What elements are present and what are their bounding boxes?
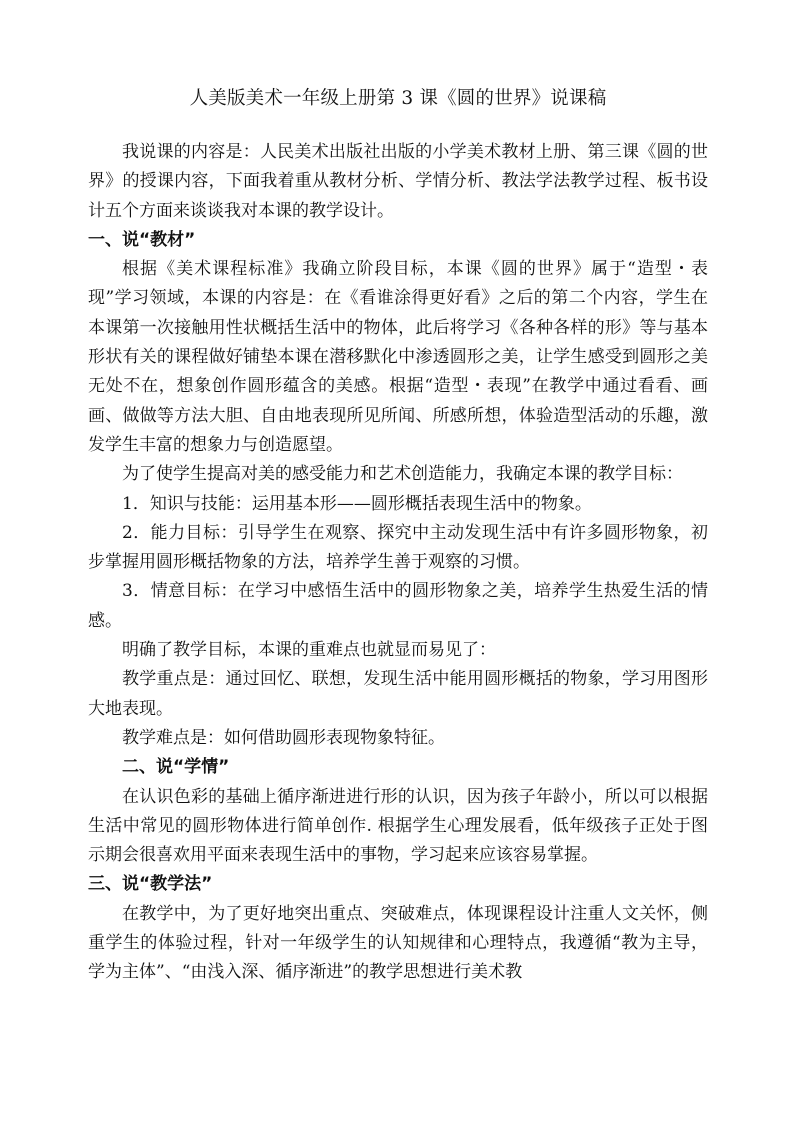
methods-paragraph: 在教学中，为了更好地突出重点、突破难点，体现课程设计注重人文关怀，侧重学生的体验过程，针对一年级学生的认知规律和心理特点，我遵循“教为主导，学为主体”、“由浅入深、循序渐进”的教学思想进行美术教: [88, 903, 708, 983]
goals-intro-paragraph: 为了使学生提高对美的感受能力和艺术创造能力，我确定本课的教学目标：: [122, 464, 683, 485]
key-point-paragraph: 教学重点是：通过回忆、联想，发现生活中能用圆形概括的物象，学习用图形大地表现。: [88, 669, 708, 719]
goal-item: 1．知识与技能：运用基本形——圆形概括表现生活中的物象。: [122, 493, 592, 514]
document-title: 人美版美术一年级上册第 3 课《圆的世界》说课稿: [189, 88, 607, 109]
textbook-paragraph: 根据《美术课程标准》我确立阶段目标，本课《圆的世界》属于“造型・表现”学习领域，本课的内容是：在《看谁涂得更好看》之后的第二个内容，学生在本课第一次接触用性状概括生活中的物体，此后将学习《各种各样的形》等与基本形状有关的课程做好铺垫本课在潜移默化中渗透圆形之美，让学生感受到圆形之美无处不在，想象创作圆形蕴含的美感。根据“造型・表现”在教学中通过看看、画画、做做等方法大胆、自由地表现所见所闻、所感所想，体验造型活动的乐趣，激发学生丰富的想象力与创造愿望。: [88, 259, 708, 455]
section-heading-textbook: 一、说“教材”: [88, 229, 196, 250]
key-points-intro: 明确了教学目标，本课的重难点也就显而易见了：: [122, 640, 496, 661]
difficult-point-paragraph: 教学难点是：如何借助圆形表现物象特征。: [122, 727, 445, 748]
section-heading-learning: 二、说“学情”: [122, 757, 230, 778]
goal-item: 2．能力目标：引导学生在观察、探究中主动发现生活中有许多圆形物象，初步掌握用圆形概括物象的方法，培养学生善于观察的习惯。: [88, 522, 708, 573]
section-heading-methods: 三、说“教学法”: [88, 874, 213, 895]
goal-item: 3．情意目标：在学习中感悟生活中的圆形物象之美，培养学生热爱生活的情感。: [88, 581, 708, 631]
document-page: [88, 82, 708, 988]
learning-paragraph: 在认识色彩的基础上循序渐进进行形的认识，因为孩子年龄小，所以可以根据生活中常见的圆形物体进行简单创作. 根据学生心理发展看，低年级孩子正处于图示期会很喜欢用平面来表现生活中的事物，学习起来应该容易掌握。: [88, 786, 708, 866]
intro-paragraph: 我说课的内容是：人民美术出版社出版的小学美术教材上册、第三课《圆的世界》的授课内容，下面我着重从教材分析、学情分析、教法学法教学过程、板书设计五个方面来谈谈我对本课的教学设计。: [88, 142, 708, 221]
